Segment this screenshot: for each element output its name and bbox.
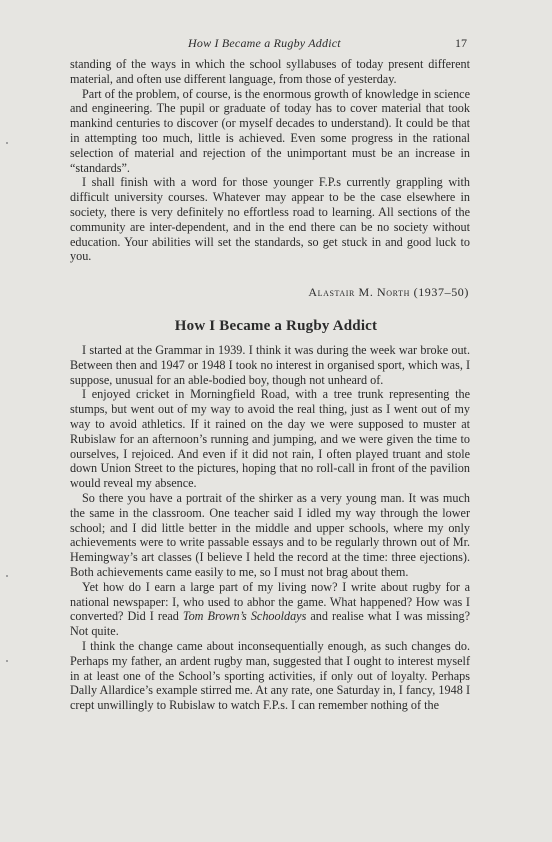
paragraph: I think the change came about inconsequentially enough, as such changes do. Perhaps my father, an ardent rugby man, suggested that I ought to interest myself in at least one of the School’s sporting activities, if only out of loyalty. Perhaps Dally Allardice’s example stirred me. At any rate, one Saturday in, I fancy, 1948 I crept unwillingly to Rubislaw to watch F.P.s. I can remember nothing of the	[70, 638, 470, 713]
paragraph-text: Yet how do I earn a large part of my living now? I write about rugby for a national newspaper: I, who used to abhor the game. What happened? How was I converted? Did I read	[70, 579, 470, 624]
paragraph: standing of the ways in which the school syllabuses of today present different material, and often use different language, from those of yesterday.	[70, 57, 470, 86]
page-number: 17	[455, 36, 467, 50]
author-signature: Alastair M. North (1937–50)	[308, 285, 469, 299]
paragraph	[70, 580, 470, 639]
running-head: How I Became a Rugby Addict	[188, 36, 341, 50]
book-title: Tom Brown’s Schooldays	[182, 609, 307, 624]
paragraph: So there you have a portrait of the shirker as a very young man. It was much the same in the classroom. One teacher said I idled my way through the lower school; and I did little better in the middle and upper schools, where my only achievements were to write passable essays and to be regularly thrown out of Mr. Hemingway’s art classes (I believe I held the record at the time: three ejections). Both achievements came easily to me, so I must not brag about them.	[70, 490, 470, 579]
article-title: How I Became a Rugby Addict	[174, 318, 378, 334]
paragraph: I enjoyed cricket in Morningfield Road, with a tree trunk representing the stumps, but went out of my way to avoid the real thing, just as I went out of my way to avoid athletics. If it rained on the day we were supposed to muster at Rubislaw for an afternoon’s running and jumping, and we were given the time to ourselves, I rejoiced. And even if it did not rain, I often played truant and stole down Union Street to the pictures, hoping that no roll-call in front of the pavilion would reveal my absence.	[70, 387, 470, 491]
margin-speck	[6, 575, 8, 577]
paragraph-text: and realise what I was missing? Not quite.	[70, 609, 470, 639]
article-body	[70, 343, 470, 713]
margin-speck	[6, 660, 8, 662]
paragraph: I started at the Grammar in 1939. I think it was during the week war broke out. Between then and 1947 or 1948 I took no interest in organised sport, which was, I suppose, unusual for an able-bodied boy, though not unheard of.	[70, 343, 470, 387]
margin-speck	[6, 142, 8, 144]
previous-article-text	[70, 57, 470, 264]
paragraph: Part of the problem, of course, is the enormous growth of knowledge in science and engineering. The pupil or graduate of today has to cover material that took mankind centuries to discover (or myself decades to understand). It could be that in attempting too much, little is achieved. Even some progress in the rational selection of material and rejection of the unimportant must be an increase in “standards”.	[70, 86, 470, 175]
paragraph: I shall finish with a word for those younger F.P.s currently grappling with difficult university courses. Whatever may appear to be the case elsewhere in society, there is very definitely no effortless road to learning. All sections of the community are inter-dependent, and in the end there can be no society without education. Your abilities will set the standards, so get stuck in and good luck to you.	[70, 175, 470, 264]
